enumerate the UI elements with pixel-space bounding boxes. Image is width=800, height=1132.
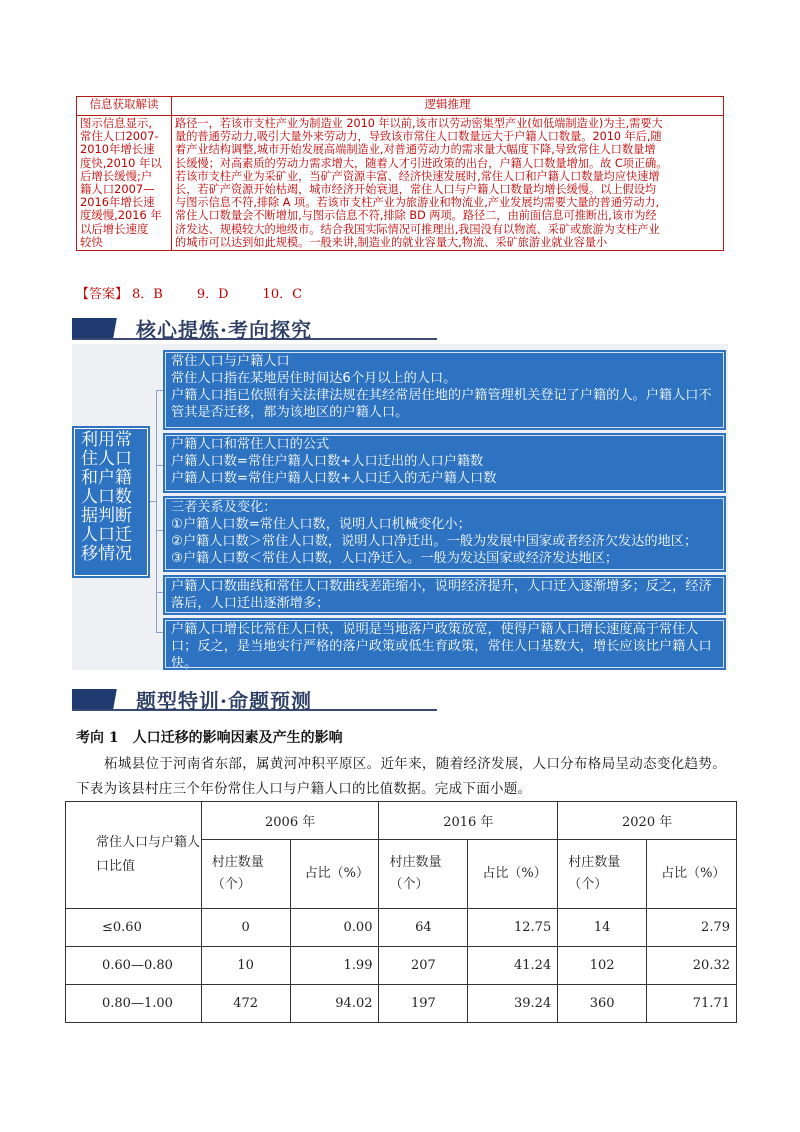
cell-percent: 20.32 [647, 947, 737, 985]
reasoning-line: 的城市可以达到如此规模。一般来讲,制造业的就业容量大,物流、采矿旅游业就业容量小 [175, 235, 608, 249]
year-header: 2020 年 [558, 802, 737, 840]
connector-line [156, 390, 157, 632]
cell-count: 360 [558, 985, 647, 1023]
info-line: 图示信息显示, [80, 116, 152, 130]
year-header: 2016 年 [379, 802, 558, 840]
info-line: 常住人口2007- [80, 129, 159, 144]
branch-line: 常住人口与户籍人口 [171, 354, 290, 369]
reasoning-line: 量的普通劳动力,吸引大量外来劳动力，导致该市常住人口数量远大于户籍人口数量。2010 年后,随 [175, 130, 662, 144]
question-stem: 柘城县位于河南省东部，属黄河冲积平原区。近年来，随着经济发展，人口分布格局呈动态变化趋势。下表为该县村庄三个年份常住人口与户籍人口的比值数据。完成下面小题。 [76, 756, 726, 797]
mind-map-root: 利用常住人口和户籍人口数据判断人口迁移情况 [72, 426, 150, 578]
cell-percent: 12.75 [468, 909, 558, 947]
cell-percent: 39.24 [468, 985, 558, 1023]
cell-count: 0 [201, 909, 290, 947]
table-corner-header: 常住人口与户籍人口比值 [66, 802, 202, 909]
reasoning-line: 着产业结构调整,城市开始发展高端制造业,对普通劳动力的需求量大幅度下降,导致常住人口数量增 [175, 143, 656, 157]
branch-line: 三者关系及变化： [171, 500, 277, 515]
branch-growth-speed [163, 618, 726, 670]
reasoning-line: 若该市支柱产业为采矿业，当矿产资源丰富、经济快速发展时,常住人口和户籍人口数量均应快速增 [175, 169, 660, 183]
percent-header: 占比（%） [290, 840, 379, 909]
cell-percent: 2.79 [647, 909, 737, 947]
count-header: 村庄数量（个） [379, 840, 468, 909]
info-line: 后增长缓慢;户 [80, 168, 153, 183]
cell-percent: 1.99 [290, 947, 379, 985]
answer-item: 8．B [132, 287, 163, 302]
cell-count: 102 [558, 947, 647, 985]
branch-formulas [163, 433, 726, 493]
answer-label: 【答案】 [76, 287, 129, 302]
info-line: 2016年增长速 [80, 195, 155, 210]
question-heading [76, 727, 343, 747]
cell-count: 472 [201, 985, 290, 1023]
connector-line [156, 390, 163, 391]
reasoning-line: 长缓慢；对高素质的劳动力需求增大，随着人才引进政策的出台，户籍人口数量增加。故 C项正确。 [175, 156, 668, 170]
reasoning-line: 长，若矿产资源开始枯竭，城市经济开始衰退，常住人口与户籍人口数量均增长缓慢。以上假设均 [175, 183, 657, 197]
connector-line [156, 592, 163, 593]
reasoning-line: 与图示信息不符,排除 A 项。若该市支柱产业为旅游业和物流业,产业发展均需要大量的普通劳动力, [175, 196, 660, 210]
cell-count: 197 [379, 985, 468, 1023]
count-header: 村庄数量（个） [201, 840, 290, 909]
info-reading-cell [77, 116, 172, 251]
percent-header: 占比（%） [468, 840, 558, 909]
section-title: 题型特训·命题预测 [136, 689, 312, 713]
ratio-range: 0.80—1.00 [66, 985, 202, 1023]
reasoning-line: 常住人口数量会不断增加,与图示信息不符,排除 BD 两项。路径二，由前面信息可推断出,该市为经 [175, 209, 657, 223]
branch-line: 户籍人口和常住人口的公式 [171, 437, 330, 452]
ratio-range: ≤0.60 [66, 909, 202, 947]
explanation-header-left: 信息获取解读 [77, 97, 172, 116]
ratio-range: 0.60—0.80 [66, 947, 202, 985]
answer-line [76, 283, 306, 302]
cell-count: 207 [379, 947, 468, 985]
explanation-header-right: 逻辑推理 [172, 97, 724, 116]
connector-line [156, 465, 163, 466]
mind-map [72, 344, 728, 670]
cell-count: 14 [558, 909, 647, 947]
info-line: 度快,2010 年以 [80, 155, 162, 170]
info-line: 度缓慢,2016 年 [80, 208, 162, 223]
info-line: 籍人口2007— [80, 182, 155, 197]
answer-item: 9．D [196, 287, 229, 302]
percent-header: 占比（%） [647, 840, 737, 909]
explanation-table [76, 96, 724, 251]
branch-line: 户籍人口数曲线和常住人口数曲线差距缩小，说明经济提升，人口迁入逐渐增多；反之，经济落后，人口迁出逐渐增多； [171, 579, 712, 611]
cell-percent: 71.71 [647, 985, 737, 1023]
info-line: 2010年增长速 [80, 142, 155, 157]
answer-item: 10．C [262, 287, 303, 302]
branch-relationships [163, 496, 726, 572]
cell-percent: 94.02 [290, 985, 379, 1023]
branch-line: 户籍人口数=常住户籍人口数+人口迁入的无户籍人口数 [171, 471, 497, 486]
table-row [66, 947, 737, 985]
table-row [66, 909, 737, 947]
section-header-core [72, 312, 442, 346]
section-flag-decoration [72, 318, 132, 338]
info-line: 以后增长速度 [80, 221, 149, 236]
table-row [66, 985, 737, 1023]
branch-line: 户籍人口增长比常住人口快，说明是当地落户政策放宽，使得户籍人口增长速度高于常住人口；反之，是当地实行严格的落户政策或低生育政策，常住人口基数大，增长应该比户籍人口快。 [171, 622, 712, 671]
branch-line: ①户籍人口数=常住人口数，说明人口机械变化小； [171, 517, 471, 532]
ratio-data-table [65, 801, 737, 1023]
year-header: 2006 年 [201, 802, 379, 840]
section-header-practice [72, 683, 442, 717]
question-label: 考向 1 [76, 730, 119, 746]
branch-line: ③户籍人口数＜常住人口数，人口净迁入。一般为发达国家或经济发达地区； [171, 551, 619, 566]
branch-line: 户籍人口指已依照有关法律法规在其经常居住地的户籍管理机关登记了户籍的人。户籍人口不管其是否迁移，都为该地区的户籍人口。 [171, 388, 712, 420]
connector-line [156, 530, 163, 531]
question-title: 人口迁移的影响因素及产生的影响 [132, 730, 343, 746]
cell-count: 64 [379, 909, 468, 947]
cell-percent: 0.00 [290, 909, 379, 947]
reasoning-line: 路径一，若该市支柱产业为制造业 2010 年以前,该市以劳动密集型产业(如低端制造业)为主,需要大 [175, 117, 663, 130]
reasoning-cell [172, 116, 724, 251]
branch-line: ②户籍人口数＞常住人口数，说明人口净迁出。一般为发展中国家或者经济欠发达的地区； [171, 534, 698, 549]
section-title: 核心提炼·考向探究 [136, 318, 312, 342]
section-flag-decoration [72, 689, 132, 709]
connector-line [156, 632, 163, 633]
branch-line: 户籍人口数=常住户籍人口数+人口迁出的人口户籍数 [171, 454, 484, 469]
count-header: 村庄数量（个） [558, 840, 647, 909]
branch-definitions [163, 350, 726, 430]
branch-line: 常住人口指在某地居住时间达6个月以上的人口。 [171, 371, 457, 386]
info-line: 较快 [80, 234, 103, 249]
cell-count: 10 [201, 947, 290, 985]
reasoning-line: 济发达、规模较大的地级市。结合我国实际情况可推理出,我国没有以物流、采矿或旅游为支柱产业 [175, 222, 660, 236]
cell-percent: 41.24 [468, 947, 558, 985]
branch-curve-gap [163, 575, 726, 615]
